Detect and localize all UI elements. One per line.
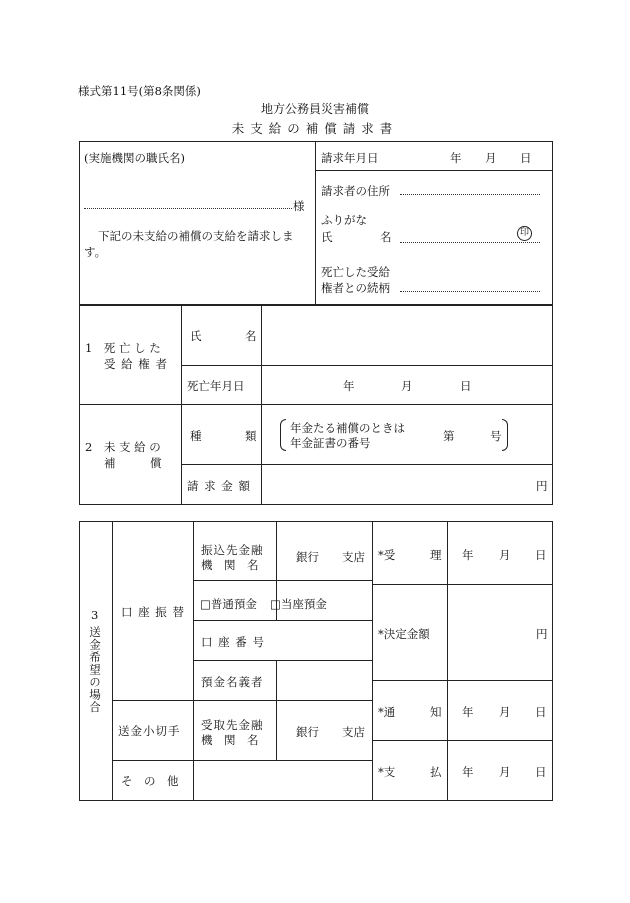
- form-number: 様式第11号(第8条関係): [78, 84, 201, 98]
- account-holder-label: 預金名義者: [201, 675, 264, 689]
- request-amount-yen: 円: [536, 479, 548, 493]
- payment-month: 月: [499, 765, 511, 779]
- title-line-2: 未支給の補償請求書: [231, 121, 399, 136]
- name-label-2: 名: [380, 230, 392, 244]
- pension-go: 号: [490, 429, 502, 443]
- seal-icon: 印: [517, 226, 532, 241]
- request-text-1: 下記の未支給の補償の支給を請求しま: [98, 229, 294, 243]
- request-day: 日: [520, 151, 532, 165]
- bank-label-1: 振込先金融: [201, 543, 264, 557]
- death-year: 年: [343, 379, 355, 393]
- agency-label: (実施機関の職氏名): [84, 151, 185, 165]
- receive-label-1: 受取先金融: [201, 718, 264, 732]
- title-line-1: 地方公務員災害補償: [260, 102, 369, 116]
- received-day: 日: [535, 548, 547, 562]
- receive-branch: 支店: [342, 725, 365, 739]
- check-label: 送金小切手: [118, 724, 181, 738]
- payment-label-2: 払: [430, 765, 442, 779]
- transfer-label: 口 座 振 替: [121, 605, 185, 619]
- request-date-label: 請求年月日: [321, 151, 379, 165]
- other-label: そ の 他: [121, 774, 179, 788]
- notice-label-1: *通: [378, 705, 396, 719]
- section1-label-1: 1 死 亡 し た: [85, 341, 161, 355]
- received-year: 年: [462, 548, 474, 562]
- request-text-2: す。: [84, 245, 107, 259]
- name-label-1: 氏: [321, 230, 333, 244]
- receive-bank: 銀行: [296, 725, 319, 739]
- relation-label-1: 死亡した受給: [321, 265, 390, 279]
- death-day: 日: [460, 379, 472, 393]
- ordinary-deposit-checkbox[interactable]: □普通預金: [200, 597, 257, 611]
- decided-amount-label: *決定金額: [378, 627, 430, 641]
- kind-label-1: 種: [190, 429, 202, 443]
- payment-day: 日: [535, 765, 547, 779]
- bracket-right: [502, 419, 508, 451]
- pension-dai: 第: [443, 429, 455, 443]
- section2-label-2: 補 償: [104, 456, 162, 470]
- payment-label-1: *支: [378, 765, 396, 779]
- deceased-name-label-2: 名: [245, 329, 257, 343]
- bracket-left: [280, 419, 286, 451]
- notice-year: 年: [462, 705, 474, 719]
- section2-label-1: 2 未 支 給 の: [85, 440, 161, 454]
- received-label-2: 理: [430, 548, 442, 562]
- sama-label: 様: [293, 199, 305, 213]
- payment-year: 年: [462, 765, 474, 779]
- section3-vertical-label: 送金希望の場合: [88, 626, 102, 714]
- decided-amount-yen: 円: [536, 627, 548, 641]
- name-field[interactable]: [400, 242, 540, 243]
- section3-number: 3: [91, 608, 99, 622]
- deceased-name-label-1: 氏: [190, 329, 202, 343]
- pension-note-2: 年金証書の番号: [290, 436, 371, 450]
- request-year: 年: [450, 151, 462, 165]
- notice-label-2: 知: [430, 705, 442, 719]
- address-label: 請求者の住所: [321, 184, 390, 198]
- death-month: 月: [401, 379, 413, 393]
- account-number-label: 口 座 番 号: [201, 635, 265, 649]
- bank-label-2: 機 関 名: [201, 558, 259, 572]
- relation-field[interactable]: [400, 291, 540, 292]
- bank-bank: 銀行: [296, 550, 319, 564]
- furigana-label: ふりがな: [321, 213, 367, 227]
- notice-month: 月: [499, 705, 511, 719]
- current-deposit-checkbox[interactable]: □当座預金: [270, 597, 327, 611]
- request-amount-label: 請 求 金 額: [187, 479, 251, 493]
- kind-label-2: 類: [245, 429, 257, 443]
- agency-name-field[interactable]: [84, 208, 292, 209]
- death-date-label: 死亡年月日: [187, 379, 245, 393]
- bank-branch: 支店: [342, 550, 365, 564]
- received-month: 月: [499, 548, 511, 562]
- pension-note-1: 年金たる補償のときは: [290, 421, 405, 435]
- request-month: 月: [485, 151, 497, 165]
- relation-label-2: 権者との続柄: [321, 281, 390, 295]
- receive-label-2: 機 関 名: [201, 733, 259, 747]
- received-label-1: *受: [378, 548, 396, 562]
- section1-label-2: 受 給 権 者: [104, 357, 168, 371]
- notice-day: 日: [535, 705, 547, 719]
- address-field[interactable]: [400, 194, 540, 195]
